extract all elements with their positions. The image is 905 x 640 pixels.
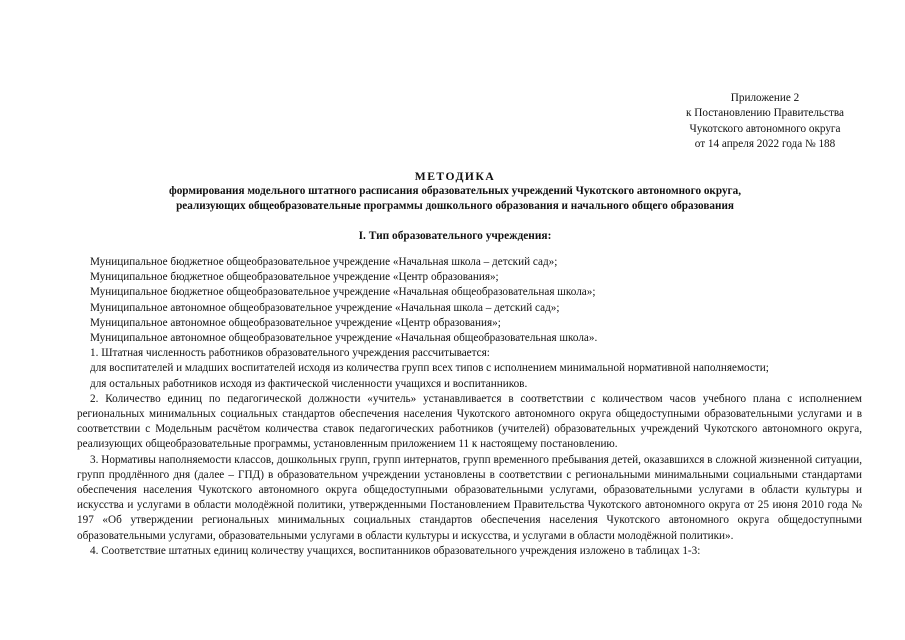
document-title xyxy=(50,169,860,214)
title-subtitle-line-2: реализующих общеобразовательные программы дошкольного образования и начального общего образования xyxy=(176,200,734,212)
institution-item: Муниципальное автономное общеобразовательное учреждение «Начальная общеобразовательная школа». xyxy=(90,332,598,345)
paragraph-4: 4. Соответствие штатных единиц количеству учащихся, воспитанников образовательного учреждения изложено в таблицах 1-3: xyxy=(90,544,701,557)
annex-header xyxy=(640,91,890,153)
paragraph-1b: для остальных работников исходя из фактической численности учащихся и воспитанников. xyxy=(90,377,528,390)
institution-item: Муниципальное бюджетное общеобразовательное учреждение «Центр образования»; xyxy=(90,271,499,284)
paragraph-3: 3. Нормативы наполняемости классов, дошкольных групп, групп интернатов, групп временного пребывания детей, оказавшихся в сложной жизненной ситуации, групп продлённого дня (далее – ГПД) в образовательном учреждении установлены в соответствии с региональными минимальными социальными стандартами обеспечения населения Чукотского автономного округа общедоступными образовательными услугами, образовательными услугами в области культуры и искусства и услугами в области молодёжной политики, утвержденными Постановлением Правительства Чукотского автономного округа от 25 июня 2010 года № 197 «Об утверждении региональных минимальных социальных стандартов обеспечения населения Чукотского автономного округа общедоступными образовательными услугами, образовательными услугами в области культуры и искусства, и услугами в области молодёжной политики». xyxy=(77,453,862,542)
title-subtitle-line-1: формирования модельного штатного расписания образовательных учреждений Чукотского автономного округа, xyxy=(168,185,742,197)
institution-item: Муниципальное автономное общеобразовательное учреждение «Начальная школа – детский сад»; xyxy=(90,301,560,314)
paragraph-2: 2. Количество единиц по педагогической должности «учитель» устанавливается в соответствии с количеством часов учебного плана с исполнением региональных минимальных социальных стандартов обеспечения населения Чукотского автономного округа общедоступными образовательными услугами и в соответствии с Модельным расчётом количества ставок педагогических работников (учителей) образовательных учреждений Чукотского автономного округа, реализующих общеобразовательные программы, установленным приложением 11 к настоящему постановлению. xyxy=(77,392,862,451)
title-main: МЕТОДИКА xyxy=(414,170,496,183)
institution-item: Муниципальное бюджетное общеобразовательное учреждение «Начальная школа – детский сад»; xyxy=(90,256,558,268)
annex-line-1: Приложение 2 xyxy=(730,92,800,104)
annex-line-2: к Постановлению Правительства xyxy=(686,107,844,120)
paragraph-1: 1. Штатная численность работников образовательного учреждения рассчитывается: xyxy=(90,347,490,360)
annex-line-3: Чукотского автономного округа xyxy=(689,122,841,135)
paragraph-1a: для воспитателей и младших воспитателей исходя из количества групп всех типов с исполнением минимальной нормативной наполняемости; xyxy=(90,362,769,375)
institution-item: Муниципальное автономное общеобразовательное учреждение «Центр образования»; xyxy=(90,316,501,329)
document-body xyxy=(77,255,862,559)
annex-line-4: от 14 апреля 2022 года № 188 xyxy=(694,138,836,151)
institution-item: Муниципальное бюджетное общеобразовательное учреждение «Начальная общеобразовательная школа»; xyxy=(90,286,596,299)
section-heading: I. Тип образовательного учреждения: xyxy=(358,230,552,242)
